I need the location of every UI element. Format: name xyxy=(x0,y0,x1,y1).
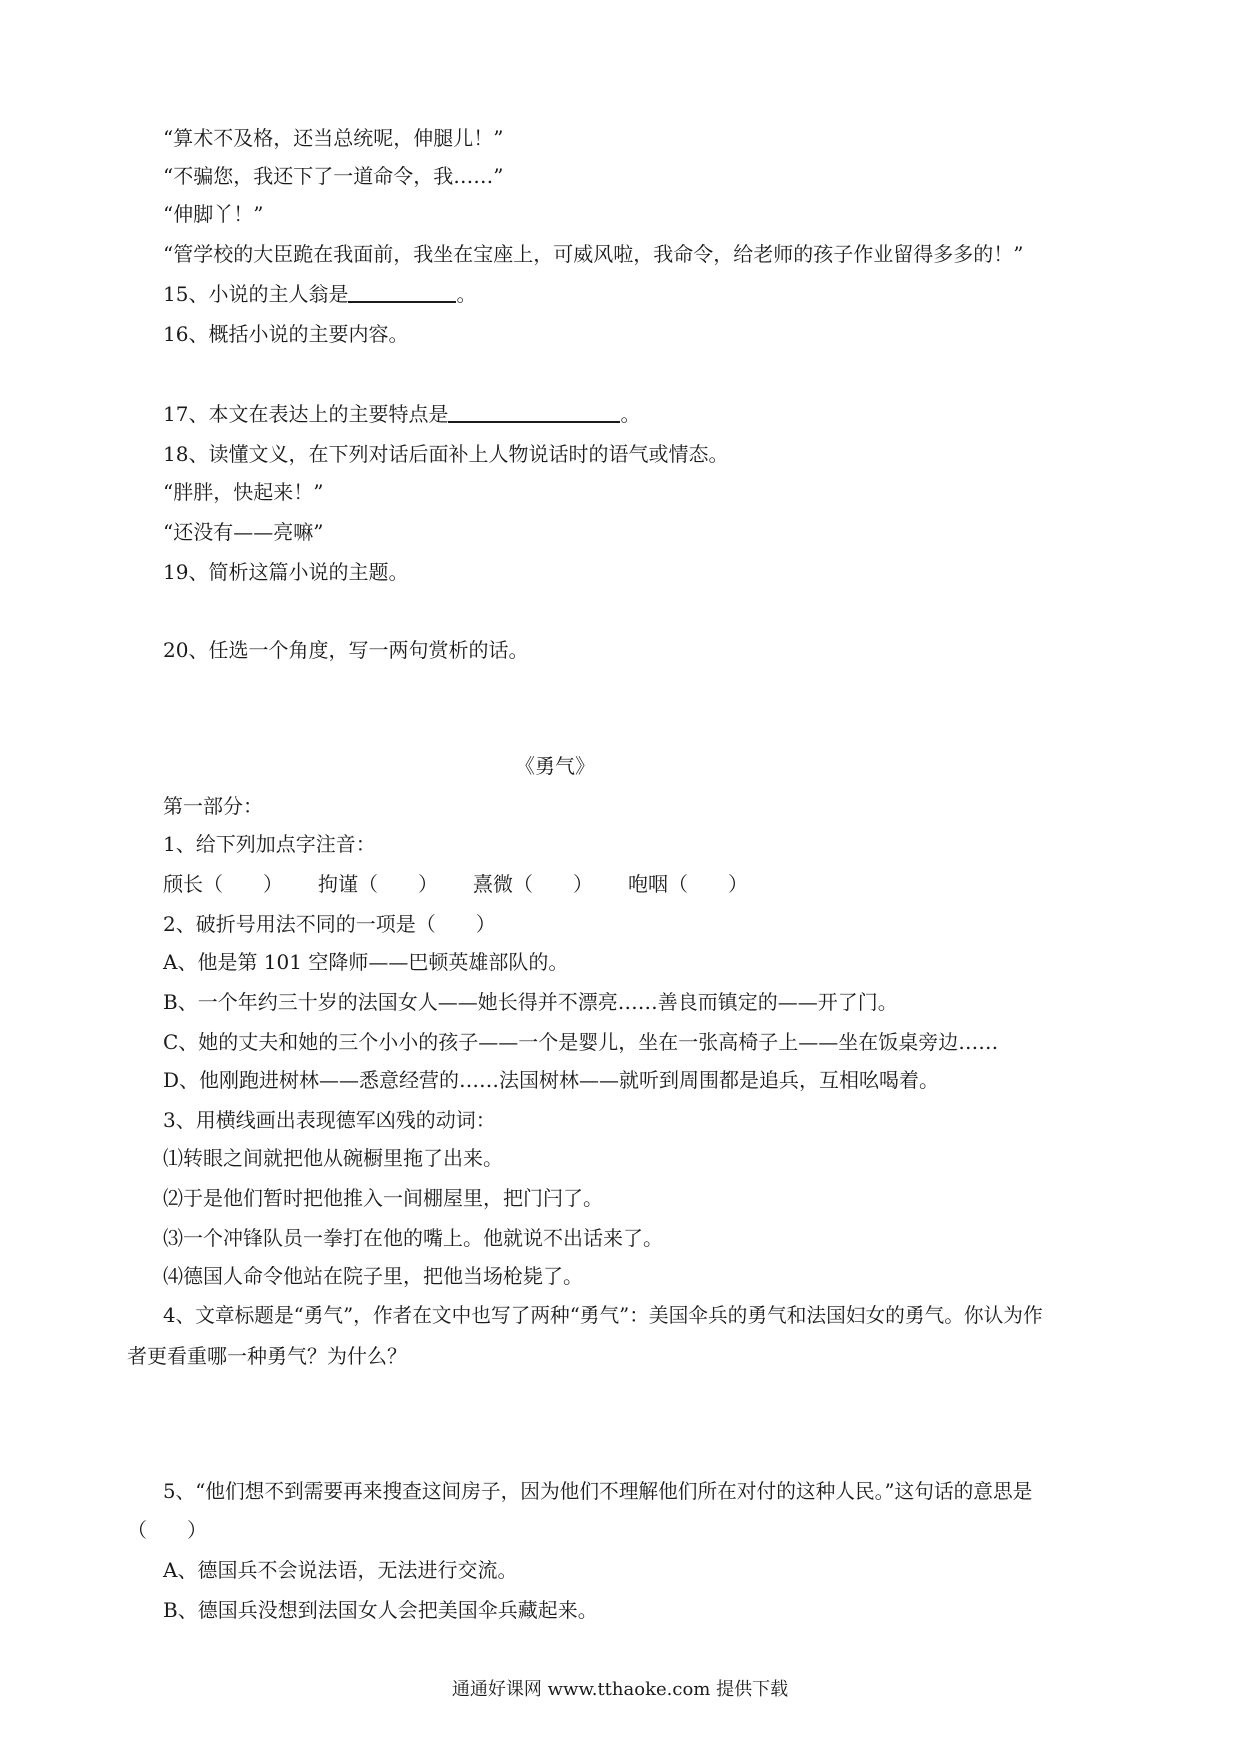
question-19: 19、简析这篇小说的主题。 xyxy=(163,560,409,584)
section-q4-line2: 者更看重哪一种勇气？为什么？ xyxy=(127,1344,407,1368)
section-q2: 2、破折号用法不同的一项是（ ） xyxy=(163,912,496,936)
question-17 xyxy=(163,400,640,428)
question-18: 18、读懂文义，在下列对话后面补上人物说话时的语气或情态。 xyxy=(163,442,729,466)
q2-option-a: A、他是第 101 空降师——巴顿英雄部队的。 xyxy=(163,950,569,974)
pinyin-item: 熹微（ ） xyxy=(473,872,593,896)
section-q4-line1: 4、文章标题是“勇气”，作者在文中也写了两种“勇气”：美国伞兵的勇气和法国妇女的勇气。你认为作 xyxy=(163,1304,1043,1327)
answer-blank-17 xyxy=(448,401,620,423)
q5-option-b: B、德国兵没想到法国女人会把美国伞兵藏起来。 xyxy=(163,1598,598,1622)
section-q5-line2: （ ） xyxy=(127,1518,207,1542)
pinyin-item: 颀长（ ） xyxy=(163,872,283,896)
question-16: 16、概括小说的主要内容。 xyxy=(163,322,409,346)
q2-option-d: D、他刚跑进树林——悉意经营的……法国树林——就听到周围都是追兵，互相吆喝着。 xyxy=(163,1068,940,1092)
pinyin-item: 咆咽（ ） xyxy=(628,872,748,896)
section-q1: 1、给下列加点字注音： xyxy=(163,832,376,856)
dialogue2-line-2: “还没有——亮嘛” xyxy=(163,520,324,544)
q3-item: ⑷德国人命令他站在院子里，把他当场枪毙了。 xyxy=(163,1264,583,1288)
question-20: 20、任选一个角度，写一两句赏析的话。 xyxy=(163,638,529,662)
dialogue-line-4: “管学校的大臣跪在我面前，我坐在宝座上，可威风啦，我命令，给老师的孩子作业留得多多的！” xyxy=(163,242,1024,266)
q3-item: ⑶一个冲锋队员一拳打在他的嘴上。他就说不出话来了。 xyxy=(163,1226,663,1250)
question-15-text: 15、小说的主人翁是 xyxy=(163,282,349,306)
q2-option-b: B、一个年约三十岁的法国女人——她长得并不漂亮……善良而镇定的——开了门。 xyxy=(163,990,898,1014)
dialogue-line-3: “伸脚丫！” xyxy=(163,202,264,226)
question-17-end: 。 xyxy=(620,402,641,426)
question-15 xyxy=(163,280,476,308)
dialogue-line-2: “不骗您，我还下了一道命令，我……” xyxy=(163,164,504,188)
section-q3: 3、用横线画出表现德军凶残的动词： xyxy=(163,1108,496,1132)
question-17-text: 17、本文在表达上的主要特点是 xyxy=(163,402,449,426)
dialogue-line-1: “算术不及格，还当总统呢，伸腿儿！” xyxy=(163,126,504,150)
part-one-label: 第一部分： xyxy=(163,794,263,818)
q3-item: ⑴转眼之间就把他从碗橱里拖了出来。 xyxy=(163,1146,503,1170)
pinyin-row xyxy=(163,870,783,898)
q2-option-c: C、她的丈夫和她的三个小小的孩子——一个是婴儿，坐在一张高椅子上——坐在饭桌旁边…… xyxy=(163,1030,999,1054)
pinyin-item: 拘谨（ ） xyxy=(318,872,438,896)
q5-option-a: A、德国兵不会说法语，无法进行交流。 xyxy=(163,1558,518,1582)
section-q5-line1: 5、“他们想不到需要再来搜查这间房子，因为他们不理解他们所在对付的这种人民。”这句话的意思是 xyxy=(163,1480,1033,1503)
q3-item: ⑵于是他们暂时把他推入一间棚屋里，把门闩了。 xyxy=(163,1186,603,1210)
section-title: 《勇气》 xyxy=(515,754,595,778)
dialogue2-line-1: “胖胖，快起来！” xyxy=(163,480,324,504)
page-footer: 通通好课网 www.tthaoke.com 提供下载 xyxy=(451,1679,789,1700)
question-15-end: 。 xyxy=(456,282,477,306)
answer-blank-15 xyxy=(348,281,456,303)
